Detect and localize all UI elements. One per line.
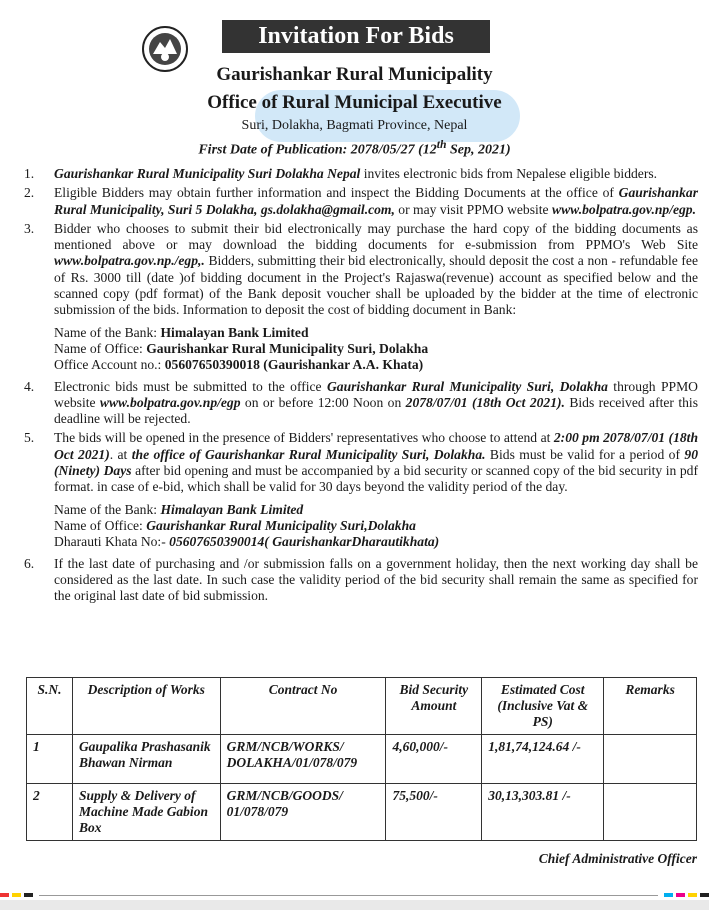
text-part: Gaurishankar Rural Municipality Suri Dolakha Nepal — [54, 166, 361, 181]
item-text — [54, 379, 698, 428]
publication-date — [0, 138, 709, 159]
item-number: 1. — [24, 166, 35, 181]
label: Name of the Bank: — [54, 324, 161, 340]
table-cell: 1,81,74,124.64 /- — [482, 735, 604, 784]
table-cell: 30,13,303.81 /- — [482, 784, 604, 841]
page-edge — [0, 900, 709, 910]
list-item — [24, 166, 698, 182]
org-name: Gaurishankar Rural Municipality — [216, 64, 493, 85]
link-text[interactable]: www.bolpatra.gov.np/egp — [99, 394, 241, 410]
value: Himalayan Bank Limited — [160, 324, 309, 340]
item-number: 2. — [24, 185, 35, 201]
table-header-row — [27, 678, 697, 735]
table-cell — [604, 784, 697, 841]
notice-body — [24, 166, 698, 607]
link-text[interactable]: www.bolpatra.gov.np/egp. — [552, 201, 697, 217]
table-cell: GRM/NCB/WORKS/ DOLAKHA/01/078/079 — [220, 735, 386, 784]
label: Name of Office: — [54, 340, 147, 356]
table-cell — [604, 735, 697, 784]
label: Name of the Bank: — [54, 501, 161, 517]
text-part: . at — [109, 446, 132, 462]
label: Dharauti Khata No:- — [54, 534, 170, 550]
item-text — [54, 430, 698, 552]
table-cell: Supply & Delivery of Machine Made Gabion Box — [72, 784, 220, 841]
list-item — [24, 556, 698, 605]
text-part: Gaurishankar Rural Municipality Suri, Dolakha — [326, 378, 608, 394]
pub-sup: th — [436, 138, 447, 151]
text-part: after bid opening and must be accompanied by a bid security or scanned copy of the bid security in pdf format. in case of e-bid, which shall be valid for 30 days beyond the validity period of the day. — [54, 463, 699, 495]
link-text[interactable]: www.bolpatra.gov.np./egp,. — [54, 253, 205, 269]
text-part: on or before 12:00 Noon on — [240, 394, 406, 410]
address: Suri, Dolakha, Bagmati Province, Nepal — [241, 118, 468, 133]
list-item — [24, 185, 698, 218]
text-part: Eligible Bidders may obtain further information and inspect the Bidding Documents at the office of — [54, 185, 619, 201]
value: Gaurishankar Rural Municipality Suri, Dolakha — [146, 340, 429, 356]
color-swatches-right — [664, 893, 709, 897]
value: Gaurishankar Rural Municipality Suri,Dolakha — [146, 517, 416, 533]
list-item — [24, 430, 698, 552]
table-row — [27, 784, 697, 841]
item-text — [54, 185, 698, 218]
column-header: S.N. — [27, 678, 73, 735]
column-header: Estimated Cost (Inclusive Vat & PS) — [482, 678, 604, 735]
text-part: Gaurishankar Rural Municipality, Suri 5 Dolakha, gs.dolakha@gmail.com, — [54, 185, 698, 217]
item-number: 6. — [24, 555, 35, 571]
text-part: through PPMO website — [54, 378, 698, 410]
column-header: Bid Security Amount — [386, 678, 482, 735]
text-part: or may visit PPMO website — [394, 201, 552, 217]
text-part: 2078/07/01 (18th Oct 2021). — [405, 394, 565, 410]
value: 05607650390018 (Gaurishankar A.A. Khata) — [164, 357, 424, 373]
value: Himalayan Bank Limited — [160, 501, 304, 517]
text-part: Bidder who chooses to submit their bid electronically may purchase the hard copy of the bidding documents as mentioned above or may download the bidding documents for e-submission from PPMO's Web Site — [54, 220, 698, 253]
label: Name of Office: — [54, 517, 147, 533]
table-cell: GRM/NCB/GOODS/ 01/078/079 — [220, 784, 386, 841]
column-header: Contract No — [220, 678, 386, 735]
text-part: the office of Gaurishankar Rural Municipality Suri, Dolakha. — [131, 446, 486, 462]
signature: Chief Administrative Officer — [538, 851, 697, 866]
column-header: Remarks — [604, 678, 697, 735]
item-number: 4. — [24, 378, 35, 394]
text-part: 90 (Ninety) Days — [54, 446, 698, 479]
bank-details — [54, 502, 698, 551]
text-part: Electronic bids must be submitted to the office — [54, 378, 327, 394]
list-item — [24, 221, 698, 376]
table-cell: 4,60,000/- — [386, 735, 482, 784]
office-name: Office of Rural Municipal Executive — [207, 92, 502, 113]
print-registration-bar — [0, 892, 709, 898]
divider — [39, 895, 658, 896]
bids-table — [26, 677, 697, 841]
item-text — [54, 221, 698, 376]
item-text — [54, 166, 698, 182]
column-header: Description of Works — [72, 678, 220, 735]
table-cell: 1 — [27, 735, 73, 784]
table-cell: Gaupalika Prashasanik Bhawan Nirman — [72, 735, 220, 784]
label: Office Account no.: — [54, 357, 165, 373]
value: 05607650390014( GaurishankarDharautikhata) — [169, 534, 440, 550]
pub-suffix: Sep, 2021) — [446, 142, 511, 158]
color-swatches-left — [0, 893, 33, 897]
item-text: If the last date of purchasing and /or submission falls on a government holiday, then the next working day shall be considered as the last date. In such case the validity period of the bid security shall remain the same as specified for the original last date of bid submission. — [54, 555, 698, 604]
table-row — [27, 735, 697, 784]
text-part: Bidders, submitting their bid electronically, should deposit the cost a non - refundable fee of Rs. 3000 till (date )of bidding document in the Project's Rajaswa(revenue) account as specified below and the scanned copy (pdf format) of the Bank deposit voucher shall be uploaded by the bidder at the time of electronic submission of the bids. Information to deposit the cost of bidding document in Bank: — [54, 253, 698, 318]
text-part: invites electronic bids from Nepalese eligible bidders. — [360, 166, 658, 181]
list-item — [24, 379, 698, 428]
table-cell: 2 — [27, 784, 73, 841]
text-part: Bids must be valid for a period of — [485, 446, 685, 462]
bank-details — [54, 325, 698, 374]
table-cell: 75,500/- — [386, 784, 482, 841]
text-part: Bids received after this deadline will be rejected. — [54, 394, 698, 427]
item-number: 3. — [24, 220, 35, 236]
text-part: 2:00 pm 2078/07/01 (18th Oct 2021) — [54, 430, 699, 462]
page-title: Invitation For Bids — [222, 20, 490, 53]
text-part: The bids will be opened in the presence of Bidders' representatives who choose to attend at — [54, 430, 554, 446]
pub-prefix: First Date of Publication: 2078/05/27 (12 — [198, 142, 437, 158]
item-number: 5. — [24, 430, 35, 446]
